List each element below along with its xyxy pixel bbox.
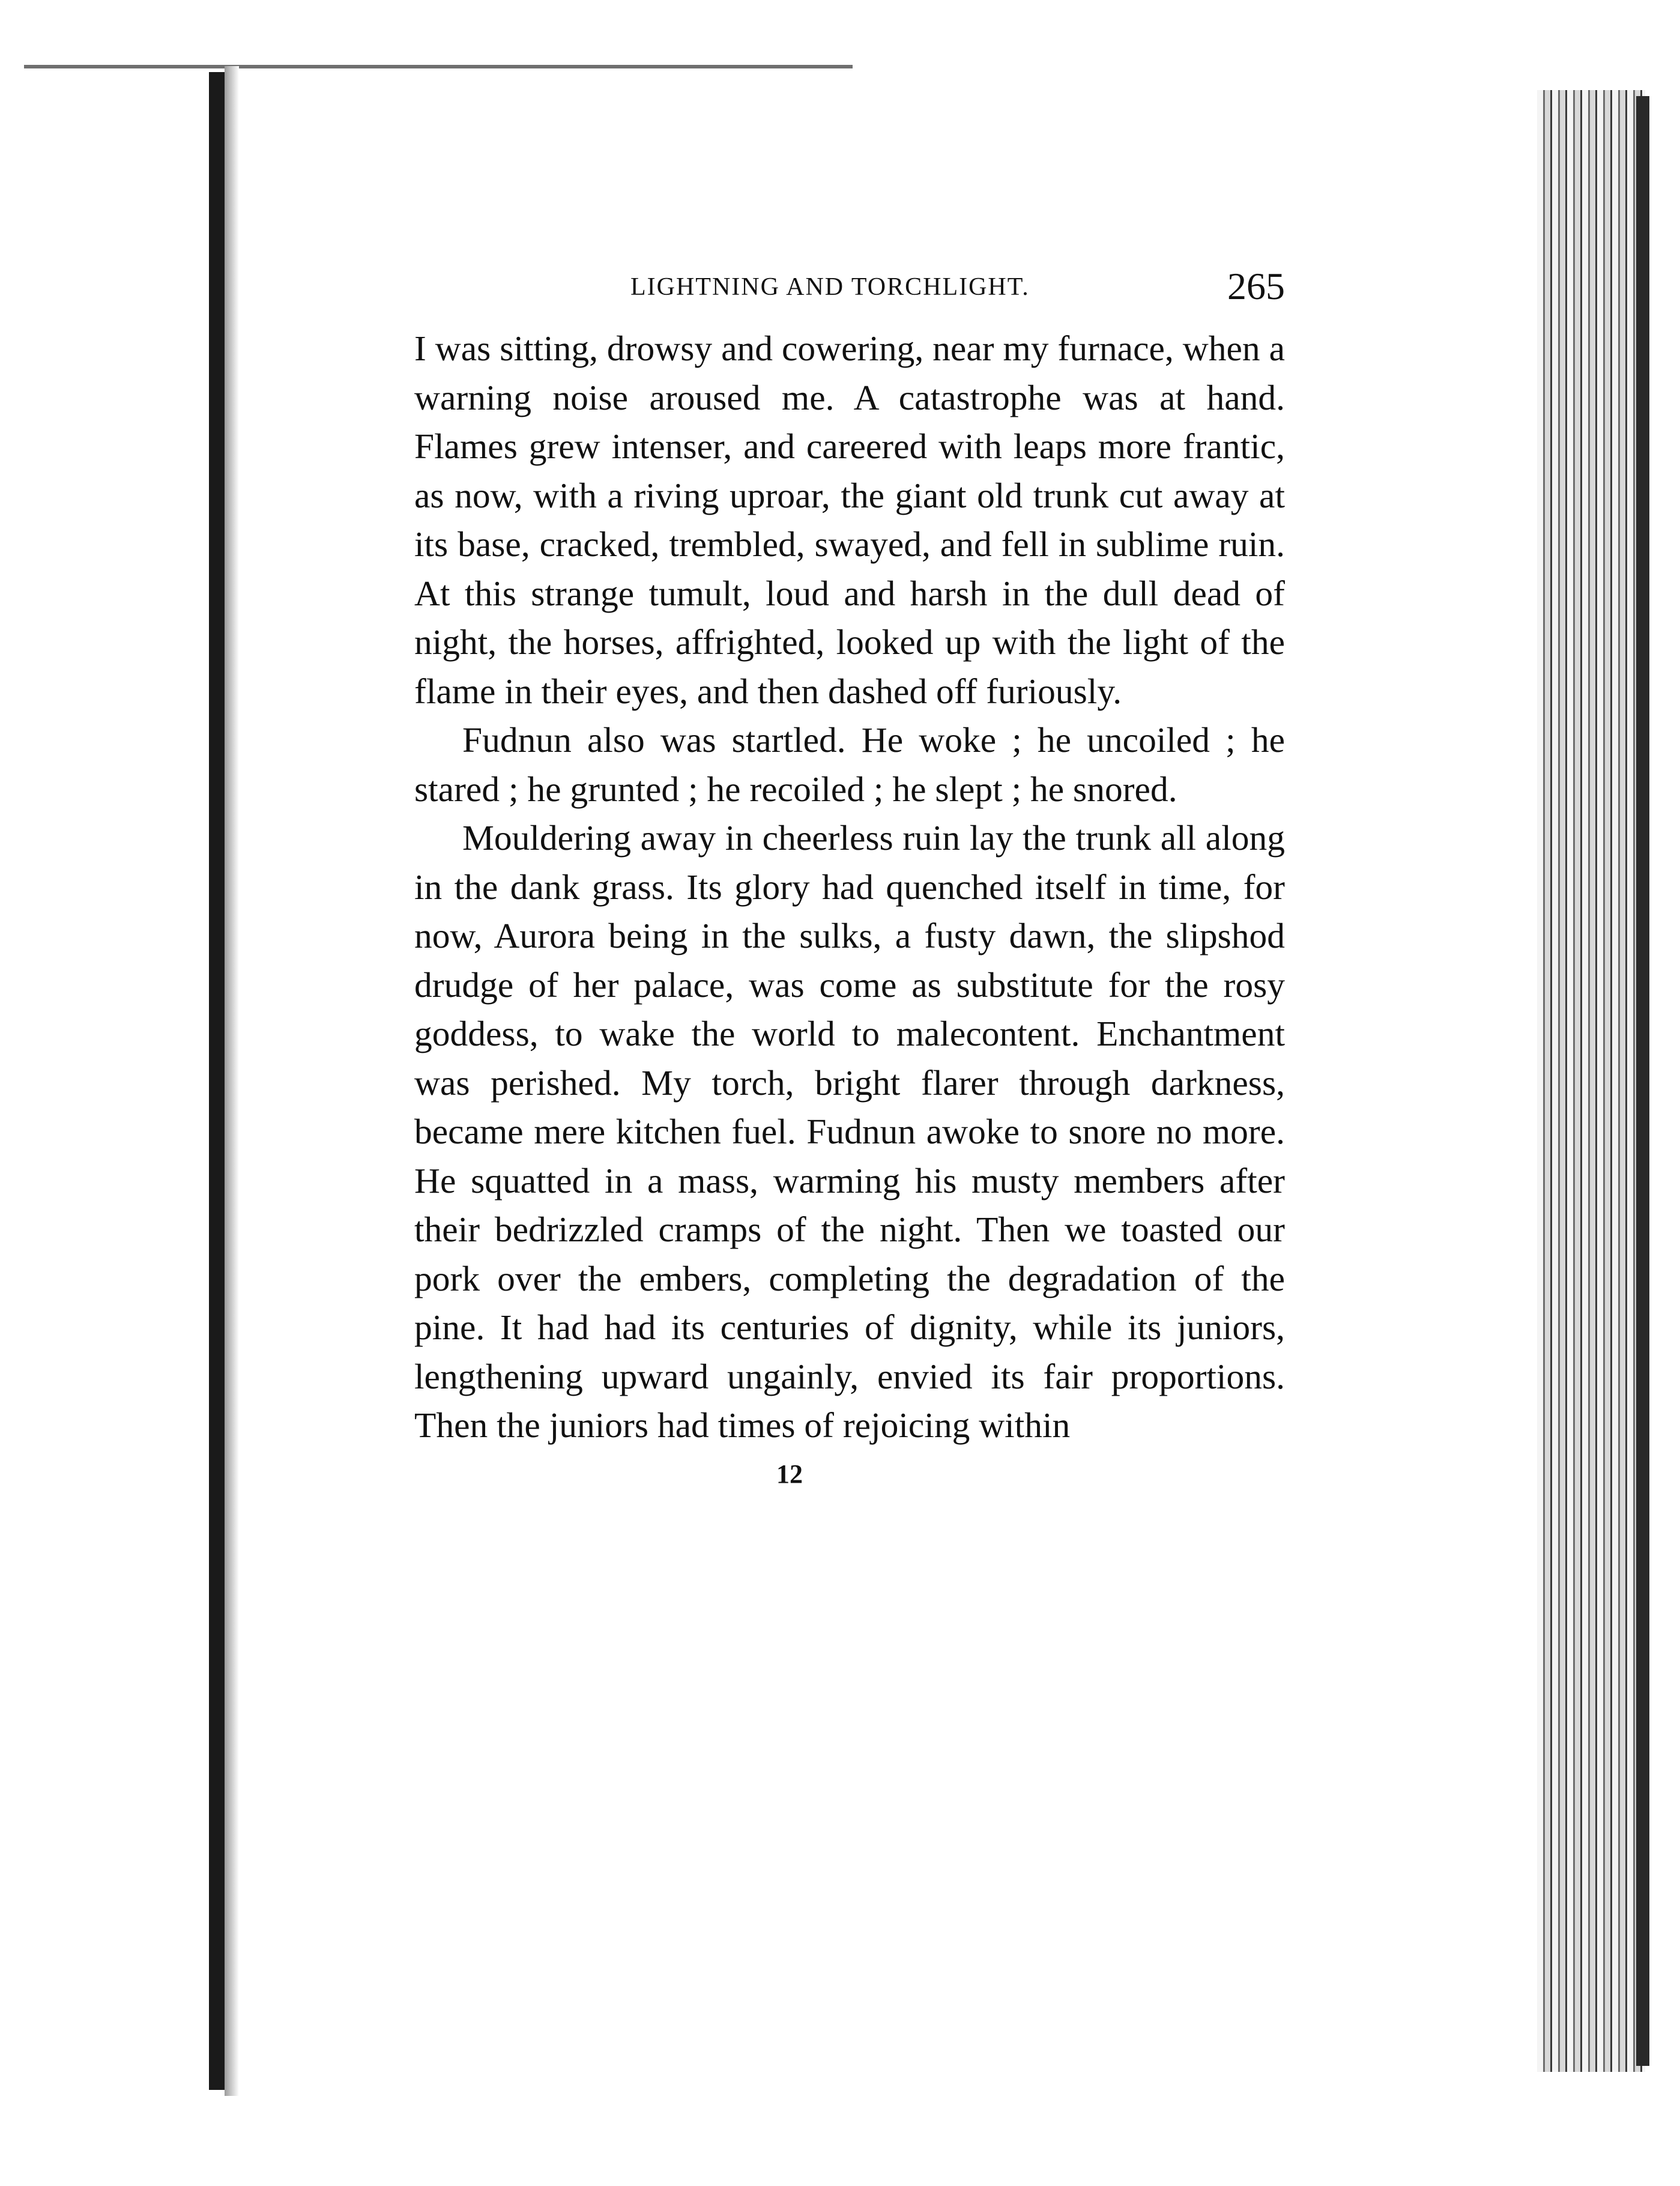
page-edges xyxy=(1537,90,1645,2072)
page-number: 265 xyxy=(1227,265,1285,307)
running-head xyxy=(414,264,1285,312)
page-edges-shadow xyxy=(1636,96,1649,2066)
left-page-margin xyxy=(0,0,210,2186)
paragraph-3: Mouldering away in cheerless ruin lay the trunk all along in the dank grass. Its glory had quenched itself in time, for now, Aurora being in the sulks, a fusty dawn, the slipshod drudge of her palace, was come as substitute for the rosy goddess, to wake the world to malecontent. Enchantment was perished. My torch, bright flarer through darkness, became mere kitchen fuel. Fudnun awoke to snore no more. He squatted in a mass, warming his musty members after their bedrizzled cramps of the night. Then we toasted our pork over the embers, completing the degradation of the pine. It had had its centuries of dignity, while its juniors, lengthening upward ungainly, envied its fair proportions. Then the juniors had times of rejoicing within xyxy=(414,818,1285,1445)
paragraph-1: I was sitting, drowsy and cowering, near my furnace, when a warning noise aroused me. A catastrophe was at hand. Flames grew intenser, and careered with leaps more frantic, as now, with a riving uproar, the giant old trunk cut away at its base, cracked, trembled, swayed, and fell in sublime ruin. At this strange tumult, loud and harsh in the dull dead of night, the horses, affrighted, looked up with the light of the flame in their eyes, and then dashed off furiously. xyxy=(414,329,1285,711)
running-title: LIGHTNING AND TORCHLIGHT. xyxy=(630,273,1030,301)
gutter-shadow xyxy=(225,66,239,2096)
top-edge-rule xyxy=(24,65,853,68)
book-page xyxy=(414,264,1285,1489)
body-text xyxy=(414,324,1285,1450)
book-gutter xyxy=(209,72,225,2090)
paragraph-2: Fudnun also was startled. He woke ; he uncoiled ; he stared ; he grunted ; he recoiled ; he slept ; he snored. xyxy=(414,720,1285,809)
signature-mark: 12 xyxy=(776,1459,803,1489)
